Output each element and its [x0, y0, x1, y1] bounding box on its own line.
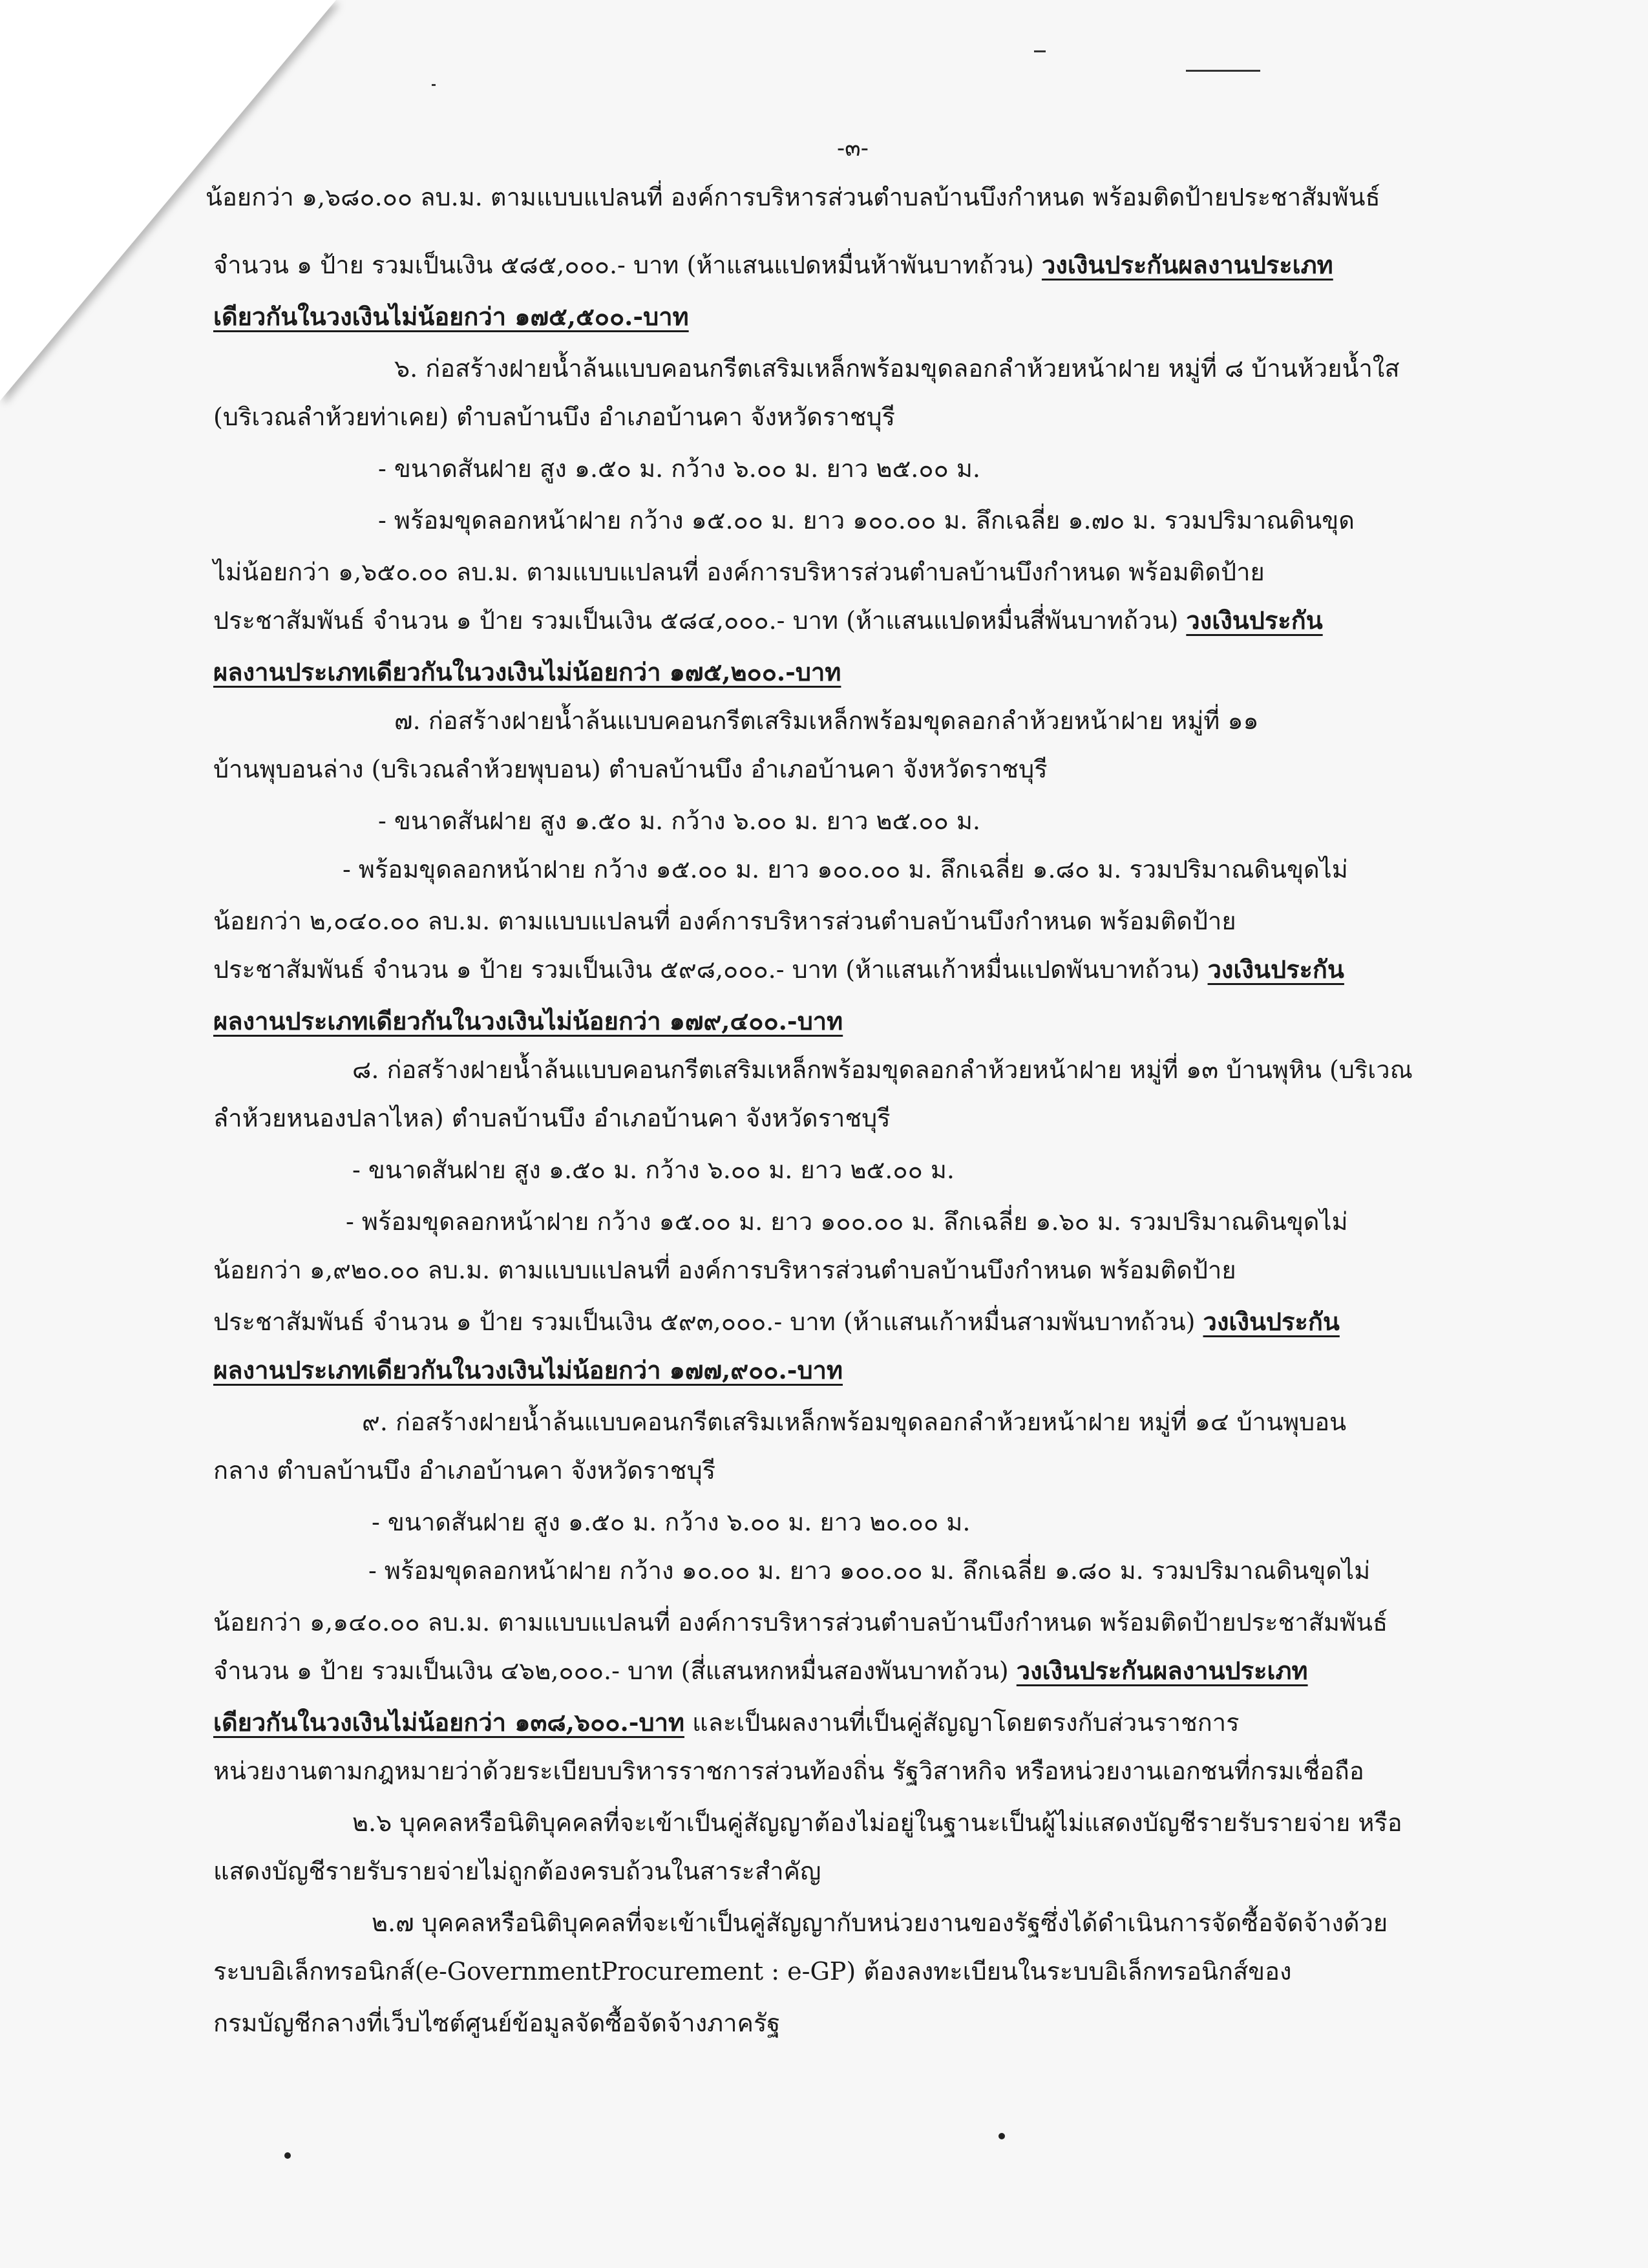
- line-text: ๙. ก่อสร้างฝายน้ำล้นแบบคอนกรีตเสริมเหล็กพร้อมขุดลอกลำห้วยหน้าฝาย หมู่ที่ ๑๔ บ้านพุบอน: [362, 1408, 1347, 1436]
- text-line: [378, 504, 1355, 536]
- underlined-guarantee-text: วงเงินประกัน: [1186, 606, 1323, 635]
- text-line: [213, 1254, 1236, 1286]
- text-line: [213, 1655, 1308, 1687]
- punch-dot: [998, 2133, 1005, 2139]
- line-text: - ขนาดสันฝาย สูง ๑.๕๐ ม. กว้าง ๖.๐๐ ม. ยาว ๒๕.๐๐ ม.: [378, 454, 980, 483]
- line-text: จำนวน ๑ ป้าย รวมเป็นเงิน ๔๖๒,๐๐๐.- บาท (สี่แสนหกหมื่นสองพันบาทถ้วน): [213, 1657, 1017, 1685]
- underlined-guarantee-text: วงเงินประกัน: [1207, 955, 1344, 984]
- underlined-guarantee-text: วงเงินประกันผลงานประเภท: [1041, 250, 1333, 279]
- punch-dot: [284, 2152, 291, 2159]
- text-line: [213, 1855, 821, 1887]
- text-line: [378, 805, 980, 837]
- text-line: [213, 1354, 843, 1386]
- line-text: จำนวน ๑ ป้าย รวมเป็นเงิน ๕๘๕,๐๐๐.- บาท (ห้าแสนแปดหมื่นห้าพันบาทถ้วน): [213, 251, 1042, 279]
- scan-mark: [432, 84, 436, 86]
- text-line: [213, 2007, 780, 2039]
- underlined-guarantee-text: เดียวกันในวงเงินไม่น้อยกว่า ๑๓๘,๖๐๐.-บาท: [213, 1708, 684, 1737]
- line-text: น้อยกว่า ๑,๑๔๐.๐๐ ลบ.ม. ตามแบบแปลนที่ องค์การบริหารส่วนตำบลบ้านบึงกำหนด พร้อมติดป้ายประชาสัมพันธ์: [213, 1608, 1388, 1637]
- text-line: [372, 1506, 970, 1538]
- text-line: [213, 1102, 891, 1134]
- line-text-after: และเป็นผลงานที่เป็นคู่สัญญาโดยตรงกับส่วนราชการ: [684, 1708, 1240, 1737]
- text-line: [368, 1554, 1370, 1587]
- text-line: [213, 1306, 1340, 1338]
- text-line: [352, 1154, 955, 1186]
- text-line: [378, 452, 980, 485]
- line-text: ๗. ก่อสร้างฝายน้ำล้นแบบคอนกรีตเสริมเหล็กพร้อมขุดลอกลำห้วยหน้าฝาย หมู่ที่ ๑๑: [394, 706, 1259, 735]
- line-text: - ขนาดสันฝาย สูง ๑.๕๐ ม. กว้าง ๖.๐๐ ม. ยาว ๒๕.๐๐ ม.: [352, 1156, 955, 1184]
- text-line: [352, 1807, 1402, 1839]
- text-line: [213, 1755, 1364, 1787]
- scan-mark: [1034, 50, 1046, 52]
- text-line: [394, 352, 1400, 385]
- page-number: -๓-: [837, 135, 869, 162]
- line-text: กรมบัญชีกลางที่เว็บไซต์ศูนย์ข้อมูลจัดซื้อจัดจ้างภาครัฐ: [213, 2009, 781, 2037]
- text-line: [213, 753, 1048, 785]
- line-text: น้อยกว่า ๒,๐๔๐.๐๐ ลบ.ม. ตามแบบแปลนที่ องค์การบริหารส่วนตำบลบ้านบึงกำหนด พร้อมติดป้าย: [213, 907, 1236, 935]
- line-text: ไม่น้อยกว่า ๑,๖๕๐.๐๐ ลบ.ม. ตามแบบแปลนที่ องค์การบริหารส่วนตำบลบ้านบึงกำหนด พร้อมติดป้าย: [213, 558, 1265, 586]
- underlined-guarantee-text: วงเงินประกัน: [1203, 1307, 1340, 1336]
- line-text: ลำห้วยหนองปลาไหล) ตำบลบ้านบึง อำเภอบ้านคา จังหวัดราชบุรี: [213, 1104, 891, 1132]
- text-line: [213, 656, 841, 688]
- text-line: [346, 1205, 1348, 1238]
- line-text: - ขนาดสันฝาย สูง ๑.๕๐ ม. กว้าง ๖.๐๐ ม. ยาว ๒๐.๐๐ ม.: [372, 1508, 971, 1536]
- text-line: [213, 1606, 1388, 1638]
- line-text: ประชาสัมพันธ์ จำนวน ๑ ป้าย รวมเป็นเงิน ๕๙๓,๐๐๐.- บาท (ห้าแสนเก้าหมื่นสามพันบาทถ้วน): [213, 1308, 1203, 1336]
- text-line: [213, 249, 1333, 281]
- text-line: [213, 301, 689, 333]
- line-text: - ขนาดสันฝาย สูง ๑.๕๐ ม. กว้าง ๖.๐๐ ม. ยาว ๒๕.๐๐ ม.: [378, 807, 980, 835]
- text-line: [213, 401, 895, 433]
- underlined-guarantee-text: ผลงานประเภทเดียวกันในวงเงินไม่น้อยกว่า ๑๗๙,๔๐๐.-บาท: [213, 1006, 843, 1035]
- line-text: ๒.๗ บุคคลหรือนิติบุคคลที่จะเข้าเป็นคู่สัญญากับหน่วยงานของรัฐซึ่งได้ดำเนินการจัดซื้อจัดจ้างด้วย: [372, 1909, 1388, 1937]
- line-text: - พร้อมขุดลอกหน้าฝาย กว้าง ๑๕.๐๐ ม. ยาว ๑๐๐.๐๐ ม. ลึกเฉลี่ย ๑.๘๐ ม. รวมปริมาณดินขุดไม่: [343, 855, 1348, 884]
- text-line: [343, 853, 1348, 885]
- underlined-guarantee-text: เดียวกันในวงเงินไม่น้อยกว่า ๑๗๕,๕๐๐.-บาท: [213, 302, 689, 331]
- scan-mark: [1186, 70, 1260, 72]
- line-text: กลาง ตำบลบ้านบึง อำเภอบ้านคา จังหวัดราชบุรี: [213, 1456, 716, 1485]
- text-line: [213, 1706, 1240, 1739]
- line-text: ๖. ก่อสร้างฝายน้ำล้นแบบคอนกรีตเสริมเหล็กพร้อมขุดลอกลำห้วยหน้าฝาย หมู่ที่ ๘ บ้านห้วยน้ำใส: [394, 354, 1400, 383]
- text-line: [213, 604, 1323, 637]
- underlined-guarantee-text: ผลงานประเภทเดียวกันในวงเงินไม่น้อยกว่า ๑๗๗,๙๐๐.-บาท: [213, 1355, 843, 1384]
- text-line: [362, 1406, 1346, 1438]
- line-text: ๒.๖ บุคคลหรือนิติบุคคลที่จะเข้าเป็นคู่สัญญาต้องไม่อยู่ในฐานะเป็นผู้ไม่แสดงบัญชีรายรับรายจ่าย หรือ: [352, 1808, 1402, 1837]
- line-text: หน่วยงานตามกฎหมายว่าด้วยระเบียบบริหารราชการส่วนท้องถิ่น รัฐวิสาหกิจ หรือหน่วยงานเอกชนที่กรมเชื่อถือ: [213, 1757, 1364, 1785]
- text-line: [352, 1054, 1413, 1086]
- line-text: น้อยกว่า ๑,๙๒๐.๐๐ ลบ.ม. ตามแบบแปลนที่ องค์การบริหารส่วนตำบลบ้านบึงกำหนด พร้อมติดป้าย: [213, 1256, 1236, 1284]
- text-line: [372, 1907, 1388, 1939]
- line-text: น้อยกว่า ๑,๖๘๐.๐๐ ลบ.ม. ตามแบบแปลนที่ องค์การบริหารส่วนตำบลบ้านบึงกำหนด พร้อมติดป้ายประชาสัมพันธ์: [206, 183, 1380, 211]
- line-text: ประชาสัมพันธ์ จำนวน ๑ ป้าย รวมเป็นเงิน ๕๙๘,๐๐๐.- บาท (ห้าแสนเก้าหมื่นแปดพันบาทถ้วน): [213, 955, 1208, 984]
- underlined-guarantee-text: ผลงานประเภทเดียวกันในวงเงินไม่น้อยกว่า ๑๗๕,๒๐๐.-บาท: [213, 657, 841, 686]
- line-text: ประชาสัมพันธ์ จำนวน ๑ ป้าย รวมเป็นเงิน ๕๘๔,๐๐๐.- บาท (ห้าแสนแปดหมื่นสี่พันบาทถ้วน): [213, 606, 1187, 635]
- line-text: - พร้อมขุดลอกหน้าฝาย กว้าง ๑๕.๐๐ ม. ยาว ๑๐๐.๐๐ ม. ลึกเฉลี่ย ๑.๗๐ ม. รวมปริมาณดินขุด: [378, 506, 1355, 535]
- text-line: [213, 1955, 1292, 1987]
- line-text: บ้านพุบอนล่าง (บริเวณลำห้วยพุบอน) ตำบลบ้านบึง อำเภอบ้านคา จังหวัดราชบุรี: [213, 755, 1048, 783]
- text-line: [213, 905, 1236, 937]
- line-text: ระบบอิเล็กทรอนิกส์(e-GovernmentProcurement : e-GP) ต้องลงทะเบียนในระบบอิเล็กทรอนิกส์ของ: [213, 1957, 1292, 1986]
- line-text: - พร้อมขุดลอกหน้าฝาย กว้าง ๑๕.๐๐ ม. ยาว ๑๐๐.๐๐ ม. ลึกเฉลี่ย ๑.๖๐ ม. รวมปริมาณดินขุดไม่: [346, 1207, 1348, 1236]
- text-line: [213, 556, 1265, 588]
- text-line: [213, 1454, 715, 1487]
- text-line: [394, 705, 1259, 737]
- line-text: แสดงบัญชีรายรับรายจ่ายไม่ถูกต้องครบถ้วนในสาระสำคัญ: [213, 1857, 821, 1885]
- text-line: [213, 1005, 843, 1037]
- underlined-guarantee-text: วงเงินประกันผลงานประเภท: [1016, 1656, 1308, 1685]
- line-text: (บริเวณลำห้วยท่าเคย) ตำบลบ้านบึง อำเภอบ้านคา จังหวัดราชบุรี: [213, 403, 896, 431]
- text-line: [206, 181, 1380, 213]
- text-line: [213, 953, 1344, 986]
- line-text: ๘. ก่อสร้างฝายน้ำล้นแบบคอนกรีตเสริมเหล็กพร้อมขุดลอกลำห้วยหน้าฝาย หมู่ที่ ๑๓ บ้านพุหิน (บริเวณ: [352, 1055, 1413, 1084]
- line-text: - พร้อมขุดลอกหน้าฝาย กว้าง ๑๐.๐๐ ม. ยาว ๑๐๐.๐๐ ม. ลึกเฉลี่ย ๑.๘๐ ม. รวมปริมาณดินขุดไม่: [368, 1556, 1371, 1585]
